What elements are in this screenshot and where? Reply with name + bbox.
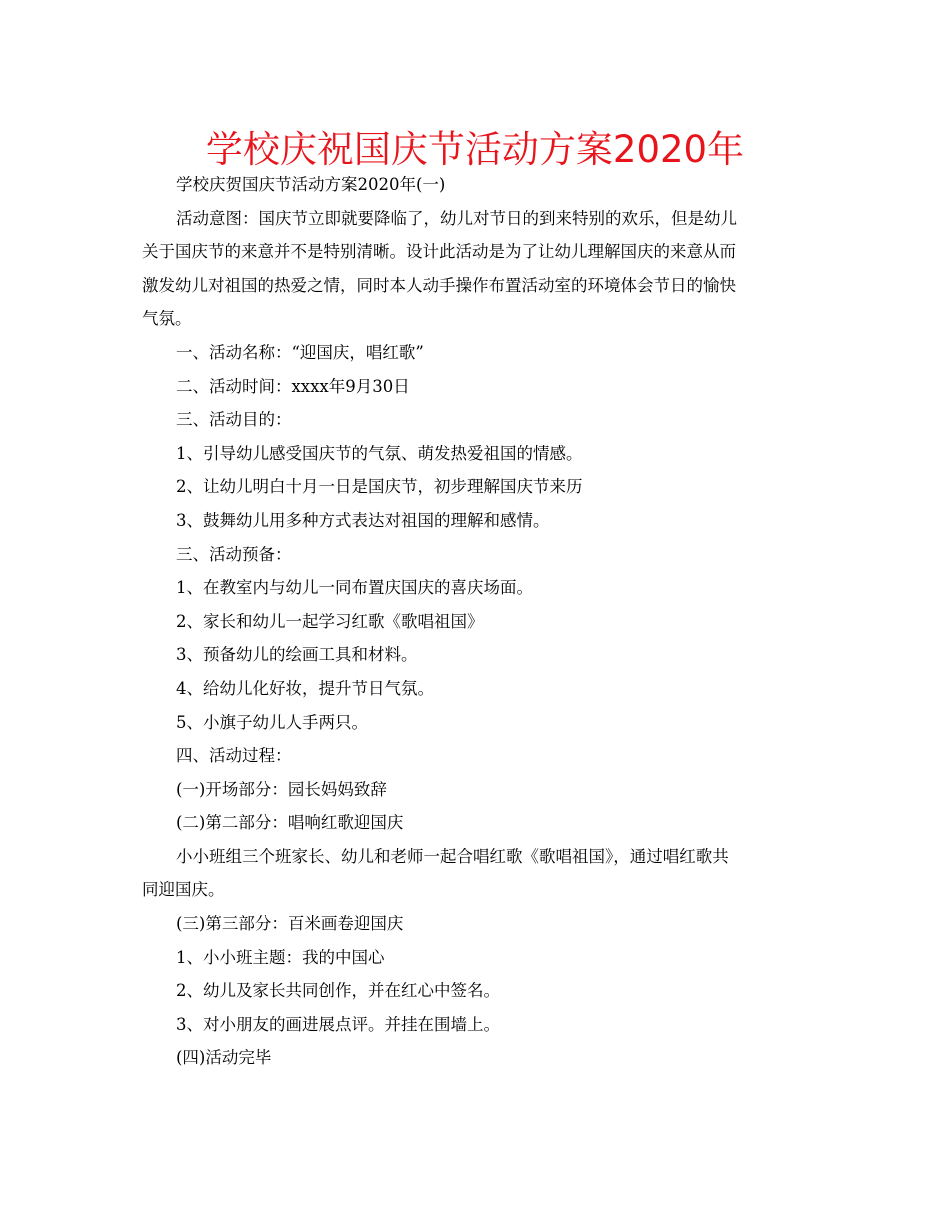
paragraph (142, 168, 810, 202)
paragraph-line: 3、鼓舞幼儿用多种方式表达对祖国的理解和感情。 (176, 510, 550, 530)
paragraph-line: 激发幼儿对祖国的热爱之情，同时本人动手操作布置活动室的环境体会节日的愉快 (142, 275, 736, 295)
paragraph (142, 806, 810, 840)
paragraph-line: 二、活动时间：xxxx年9月30日 (176, 376, 410, 396)
paragraph (142, 571, 810, 605)
paragraph-line: 一、活动名称：“迎国庆，唱红歌” (176, 342, 424, 362)
paragraph-line: 1、引导幼儿感受国庆节的气氛、萌发热爱祖国的情感。 (176, 443, 583, 463)
paragraph (142, 470, 810, 504)
paragraph-line: 四、活动过程： (176, 746, 292, 766)
paragraph-line: 小小班组三个班家长、幼儿和老师一起合唱红歌《歌唱祖国》，通过唱红歌共 (176, 846, 729, 866)
paragraph (142, 638, 810, 672)
paragraph (142, 403, 810, 437)
paragraph (142, 672, 810, 706)
paragraph (142, 1041, 810, 1075)
paragraph-line: 学校庆贺国庆节活动方案2020年(一) (176, 175, 446, 194)
paragraph (142, 504, 810, 538)
paragraph-line: 活动意图：国庆节立即就要降临了，幼儿对节日的到来特别的欢乐，但是幼儿 (176, 208, 737, 228)
paragraph (142, 370, 810, 404)
paragraph (142, 706, 810, 740)
paragraph-line: 同迎国庆。 (142, 880, 225, 900)
paragraph (142, 974, 810, 1008)
paragraph (142, 840, 810, 907)
paragraph (142, 336, 810, 370)
paragraph-line: 3、预备幼儿的绘画工具和材料。 (176, 645, 418, 665)
paragraph (142, 907, 810, 941)
paragraph (142, 202, 810, 336)
paragraph (142, 437, 810, 471)
paragraph-line: (一)开场部分：园长妈妈致辞 (176, 779, 387, 799)
paragraph-line: 5、小旗子幼儿人手两只。 (176, 712, 368, 732)
paragraph-line: (三)第三部分：百米画卷迎国庆 (176, 914, 404, 934)
paragraph (142, 605, 810, 639)
paragraph-line: 2、家长和幼儿一起学习红歌《歌唱祖国》 (176, 611, 484, 631)
paragraph-line: 2、幼儿及家长共同创作，并在红心中签名。 (176, 981, 500, 1001)
paragraph-line: 气氛。 (142, 309, 192, 329)
paragraph (142, 538, 810, 572)
paragraph-line: 1、在教室内与幼儿一同布置庆国庆的喜庆场面。 (176, 578, 533, 598)
paragraph-line: 4、给幼儿化好妆，提升节日气氛。 (176, 678, 434, 698)
paragraph-line: (四)活动完毕 (176, 1048, 272, 1068)
paragraph (142, 941, 810, 975)
paragraph-line: 三、活动目的： (176, 410, 292, 430)
paragraph (142, 739, 810, 773)
paragraph-line: 三、活动预备： (176, 544, 292, 564)
paragraph (142, 773, 810, 807)
document-title: 学校庆祝国庆节活动方案2020年 (205, 128, 745, 171)
paragraph-line: 2、让幼儿明白十月一日是国庆节，初步理解国庆节来历 (176, 477, 583, 497)
document-body (142, 168, 810, 1075)
paragraph-line: 3、对小朋友的画进展点评。并挂在围墙上。 (176, 1014, 500, 1034)
paragraph-line: 关于国庆节的来意并不是特别清晰。设计此活动是为了让幼儿理解国庆的来意从而 (142, 242, 736, 262)
paragraph-line: (二)第二部分：唱响红歌迎国庆 (176, 813, 404, 833)
paragraph-line: 1、小小班主题：我的中国心 (176, 947, 385, 967)
paragraph (142, 1008, 810, 1042)
